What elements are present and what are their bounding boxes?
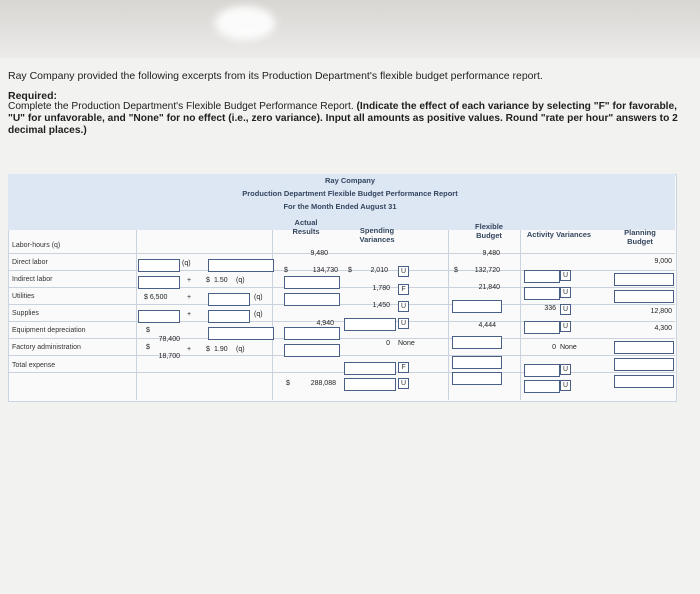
supplies-fixed-input[interactable] (138, 310, 180, 323)
utilities-fixed: $ 6,500 (144, 294, 168, 301)
activity-utilities-effect[interactable]: U (560, 304, 571, 315)
actual-direct-labor: 134,730 (312, 267, 338, 274)
activity-direct-labor-input[interactable] (524, 270, 560, 283)
plus-sign: + (187, 346, 192, 353)
spending-utilities-effect[interactable]: U (398, 301, 409, 312)
planning-supplies: 4,300 (654, 325, 672, 332)
col-divider (136, 230, 137, 400)
row-equipment (8, 326, 675, 339)
actual-total: 288,088 (310, 380, 336, 387)
flexible-dollar: $ (454, 267, 458, 274)
flexible-factory-input[interactable] (452, 356, 502, 369)
label-labor-hours: Labor-hours (q) (12, 242, 61, 249)
planning-equipment-input[interactable] (614, 341, 674, 354)
factory-fixed: 18,700 (158, 353, 180, 360)
row-supplies (8, 309, 675, 322)
activity-equipment: 0 (552, 344, 556, 351)
planning-labor-hours: 9,000 (654, 258, 672, 265)
activity-supplies-effect[interactable]: U (560, 321, 571, 332)
col-divider (520, 230, 521, 400)
spending-indirect: 1,780 (372, 285, 390, 292)
flexible-labor-hours: 9,480 (482, 250, 500, 257)
spending-dollar: $ (348, 267, 352, 274)
activity-factory-input[interactable] (524, 364, 560, 377)
activity-equipment-effect[interactable]: None (560, 344, 577, 351)
factory-rate: 1.90 (214, 346, 228, 353)
supplies-q-tag: (q) (254, 311, 263, 318)
flexible-utilities-input[interactable] (452, 300, 502, 313)
planning-factory-input[interactable] (614, 358, 674, 371)
actual-dollar: $ (284, 267, 288, 274)
indirect-rate: 1.50 (214, 277, 228, 284)
planning-utilities: 12,800 (650, 308, 672, 315)
direct-labor-fixed-input[interactable] (138, 259, 180, 272)
flexible-indirect: 21,840 (478, 284, 500, 291)
actual-labor-hours: 9,480 (310, 250, 328, 257)
actual-factory-input[interactable] (284, 344, 340, 357)
label-supplies: Supplies (12, 310, 39, 317)
planning-direct-labor-input[interactable] (614, 273, 674, 286)
col-spending: Spending Variances (359, 226, 395, 244)
spending-equipment-effect[interactable]: None (398, 340, 415, 347)
plus-sign: + (187, 277, 192, 284)
label-indirect-labor: Indirect labor (12, 276, 53, 283)
factory-dollar: $ (146, 344, 150, 351)
flexible-direct-labor: 132,720 (474, 267, 500, 274)
flexible-supplies: 4,444 (478, 322, 496, 329)
spending-supplies-input[interactable] (344, 318, 396, 331)
spending-indirect-effect[interactable]: F (398, 284, 409, 295)
spending-factory-input[interactable] (344, 362, 396, 375)
photo-top-band (0, 0, 700, 58)
supplies-rate-input[interactable] (208, 310, 250, 323)
actual-total-dollar: $ (286, 380, 290, 387)
equip-rate-input[interactable] (208, 327, 274, 340)
col-divider (448, 230, 449, 400)
activity-indirect-input[interactable] (524, 287, 560, 300)
spending-factory-effect[interactable]: F (398, 362, 409, 373)
row-direct-labor (8, 258, 675, 271)
row-indirect-labor (8, 275, 675, 288)
label-total: Total expense (12, 362, 56, 369)
label-factory: Factory administration (12, 344, 81, 351)
label-utilities: Utilities (12, 293, 35, 300)
spending-direct-labor: 2,010 (370, 267, 388, 274)
col-planning: Planning Budget (624, 228, 656, 246)
planning-total-input[interactable] (614, 375, 674, 388)
flexible-total-input[interactable] (452, 372, 502, 385)
activity-factory-effect[interactable]: U (560, 364, 571, 375)
actual-indirect-input[interactable] (284, 276, 340, 289)
spending-supplies-effect[interactable]: U (398, 318, 409, 329)
activity-utilities: 336 (544, 305, 556, 312)
spending-direct-labor-effect[interactable]: U (398, 266, 409, 277)
indirect-q-tag: (q) (236, 277, 245, 284)
factory-q-tag: (q) (236, 346, 245, 353)
utilities-q-tag: (q) (254, 294, 263, 301)
required-bold: (Indicate the effect of each variance by selecting "F" for favorable, "U" for unfavorable, and "None" for no effect (i.e., zero variance). Input all amounts as positive values. Round "rate per hour" answers to 2 decimal places.) (8, 101, 678, 136)
report-period: For the Month Ended August 31 (283, 202, 397, 211)
equip-dollar: $ (146, 327, 150, 334)
spending-utilities: 1,450 (372, 302, 390, 309)
actual-supplies: 4,940 (316, 320, 334, 327)
activity-indirect-effect[interactable]: U (560, 287, 571, 298)
activity-supplies-input[interactable] (524, 321, 560, 334)
plus-sign: + (187, 294, 192, 301)
col-flexible: Flexible Budget (475, 222, 503, 240)
report-title: Production Department Flexible Budget Performance Report (242, 189, 458, 198)
label-direct-labor: Direct labor (12, 259, 48, 266)
intro-text: Ray Company provided the following excerpts from its Production Department's flexible budget performance report. (8, 70, 543, 82)
activity-direct-labor-effect[interactable]: U (560, 270, 571, 281)
planning-indirect-input[interactable] (614, 290, 674, 303)
spending-total-effect[interactable]: U (398, 378, 409, 389)
indirect-dollar: $ (206, 277, 210, 284)
activity-total-input[interactable] (524, 380, 560, 393)
col-actual: Actual Results (292, 218, 320, 236)
col-activity: Activity Variances (526, 230, 592, 239)
activity-total-effect[interactable]: U (560, 380, 571, 391)
spending-equipment: 0 (386, 340, 390, 347)
direct-labor-q: (q) (182, 260, 191, 267)
row-labor-hours (8, 241, 675, 254)
equip-fixed: 78,400 (158, 336, 180, 343)
utilities-rate-input[interactable] (208, 293, 250, 306)
row-total (8, 360, 675, 373)
flexible-equipment-input[interactable] (452, 336, 502, 349)
row-utilities (8, 292, 675, 305)
direct-labor-rate-input[interactable] (208, 259, 274, 272)
spending-total-input[interactable] (344, 378, 396, 391)
actual-utilities-input[interactable] (284, 293, 340, 306)
light-glare (215, 6, 275, 40)
required-heading: Required: (8, 90, 58, 102)
factory-dollar-sign: $ (206, 346, 210, 353)
indirect-fixed-input[interactable] (138, 276, 180, 289)
col-divider (272, 230, 273, 400)
label-equipment: Equipment depreciation (12, 327, 86, 334)
report-company: Ray Company (324, 176, 375, 185)
actual-equipment-input[interactable] (284, 327, 340, 340)
required-plain: Complete the Production Department's Flexible Budget Performance Report. (8, 101, 354, 112)
required-text (8, 101, 688, 137)
plus-sign: + (187, 311, 192, 318)
